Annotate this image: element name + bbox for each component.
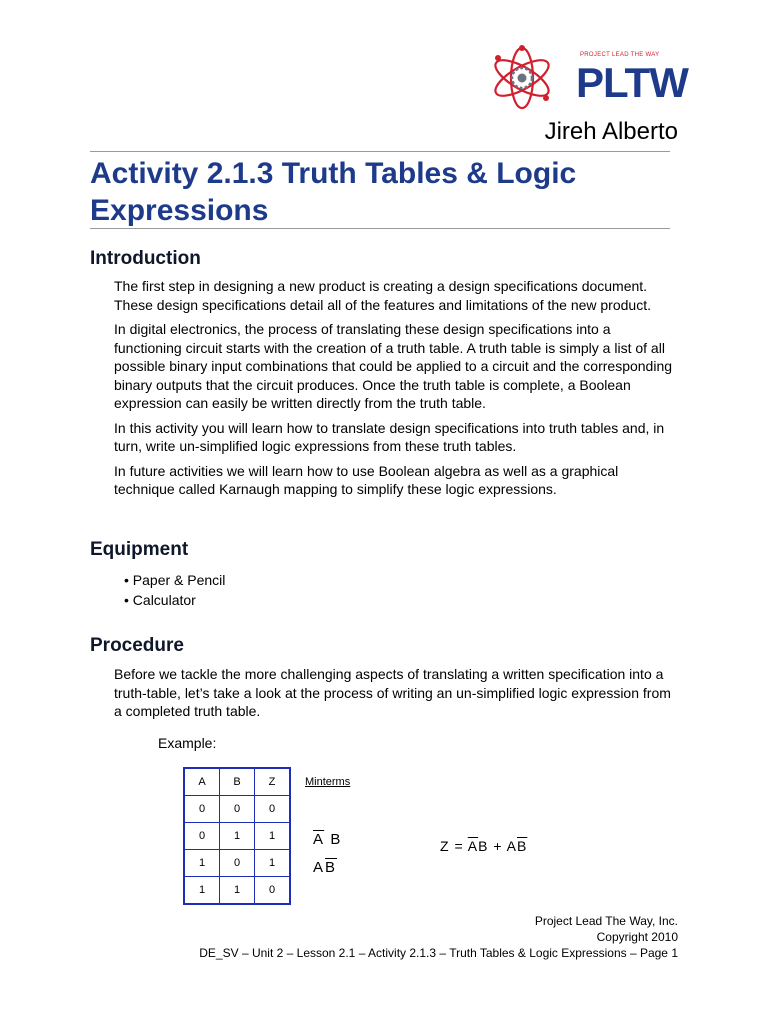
truth-table xyxy=(183,767,291,905)
page-title: Activity 2.1.3 Truth Tables & Logic Expressions xyxy=(90,157,577,227)
boolean-expression xyxy=(440,838,527,854)
minterm-variable-inverted: $\overline{A}$ xyxy=(313,831,325,848)
table-header-row xyxy=(184,768,290,796)
equipment-heading: Equipment xyxy=(90,539,189,560)
minterm-variable-inverted: $\overline{B}$ xyxy=(325,859,338,876)
atom-gear-icon xyxy=(488,40,572,112)
example-label: Example: xyxy=(158,735,217,751)
table-cell: 0 xyxy=(220,796,255,823)
pltw-logo xyxy=(488,40,688,112)
expression-variable-inverted: $\overline{B}$ xyxy=(517,838,528,854)
equipment-item: • Paper & Pencil xyxy=(124,570,225,590)
minterm-variable: A xyxy=(313,859,326,876)
title-divider xyxy=(90,228,670,229)
expression-variable: B xyxy=(478,838,489,854)
table-cell: 1 xyxy=(220,877,255,905)
table-row xyxy=(184,823,290,850)
table-cell: 0 xyxy=(255,877,291,905)
table-header-cell: Z xyxy=(255,768,291,796)
equipment-item: • Calculator xyxy=(124,590,225,610)
expression-output: Z xyxy=(440,838,450,854)
footer-document-line: DE_SV – Unit 2 – Lesson 2.1 – Activity 2.1.3 – Truth Tables & Logic Expressions – Page 1 xyxy=(199,946,678,960)
table-row xyxy=(184,796,290,823)
introduction-paragraph: In digital electronics, the process of translating these design specifications into a functioning circuit starts with the creation of a truth table. A truth table is simply a list of all possible binary input combinations that could be applied to a circuit and the corresponding binary outputs that the circuit produces. Once the truth table is complete, a Boolean expression can easily be written directly from the truth table. xyxy=(114,321,673,411)
footer-organization: Project Lead The Way, Inc. xyxy=(534,914,678,928)
expression-variable-inverted: $\overline{A}$ xyxy=(467,838,479,854)
procedure-heading: Procedure xyxy=(90,635,184,656)
table-cell: 1 xyxy=(220,823,255,850)
minterm-expression xyxy=(313,859,337,876)
introduction-heading: Introduction xyxy=(90,248,201,269)
introduction-body xyxy=(114,277,680,505)
table-cell: 0 xyxy=(220,850,255,877)
procedure-paragraph: Before we tackle the more challenging aspects of translating a written specification into a truth-table, let’s take a look at the process of writing an un-simplified logic expression from a completed truth table. xyxy=(114,666,671,719)
logo-wordmark: PLTW xyxy=(576,59,688,106)
table-cell: 1 xyxy=(184,850,220,877)
minterm-variable: B xyxy=(330,831,343,848)
author-name: Jireh Alberto xyxy=(544,118,678,145)
introduction-paragraph: The first step in designing a new product is creating a design specifications document. These design specifications detail all of the features and limitations of the new product. xyxy=(114,278,651,313)
table-header-cell: B xyxy=(220,768,255,796)
expression-plus: + xyxy=(493,838,503,854)
expression-variable: A xyxy=(506,838,517,854)
table-cell: 0 xyxy=(255,796,291,823)
header-divider xyxy=(90,151,670,152)
minterm-expression xyxy=(313,831,342,848)
introduction-paragraph: In future activities we will learn how to use Boolean algebra as well as a graphical technique called Karnaugh mapping to simplify these logic expressions. xyxy=(114,462,619,497)
introduction-paragraph: In this activity you will learn how to translate design specifications into truth tables and, in turn, write un-simplified logic expressions from these truth tables. xyxy=(114,419,665,454)
table-cell: 1 xyxy=(184,877,220,905)
table-row xyxy=(184,850,290,877)
footer-copyright: Copyright 2010 xyxy=(596,930,678,944)
expression-equals: = xyxy=(454,838,464,854)
table-row xyxy=(184,877,290,905)
equipment-list xyxy=(124,570,225,610)
table-header-cell: A xyxy=(184,768,220,796)
logo-tagline: PROJECT LEAD THE WAY xyxy=(580,52,660,58)
table-cell: 0 xyxy=(184,823,220,850)
minterms-header: Minterms xyxy=(305,776,351,788)
table-cell: 0 xyxy=(184,796,220,823)
table-cell: 1 xyxy=(255,823,291,850)
table-cell: 1 xyxy=(255,850,291,877)
